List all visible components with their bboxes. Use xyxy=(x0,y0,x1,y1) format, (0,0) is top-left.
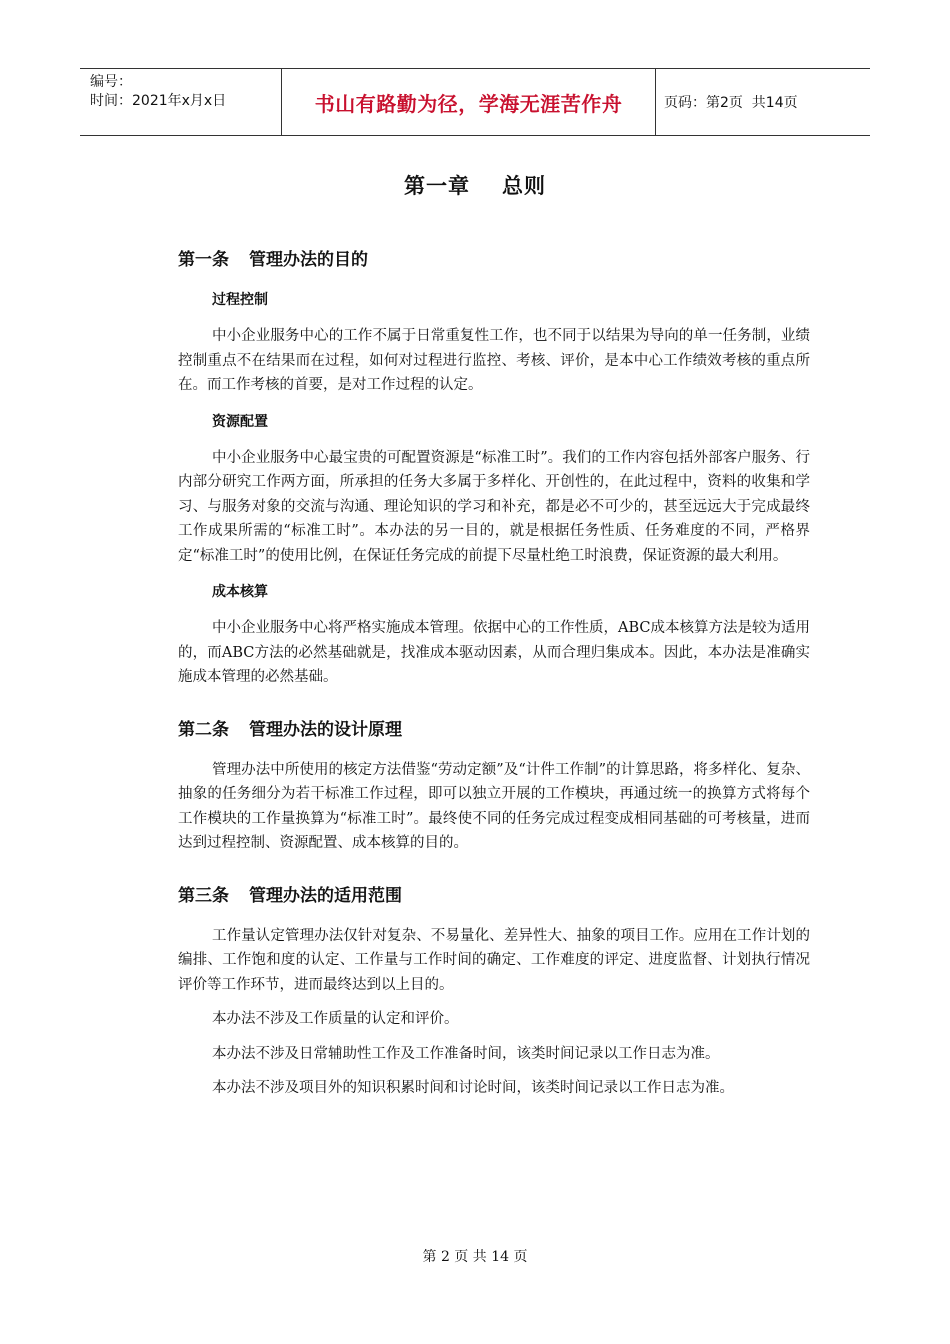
article-1-heading xyxy=(178,246,810,274)
subsection-cost-accounting: 成本核算 xyxy=(212,584,268,600)
article-2-heading xyxy=(178,716,810,744)
article-2 xyxy=(178,716,810,856)
paragraph-scope-4: 本办法不涉及项目外的知识积累时间和讨论时间，该类时间记录以工作日志为准。 xyxy=(212,1080,734,1096)
subsection-process-control: 过程控制 xyxy=(212,292,268,308)
article-1-title: 管理办法的目的 xyxy=(249,250,368,270)
document-header xyxy=(80,68,870,136)
document-number-label: 编号： xyxy=(90,74,132,90)
document-body xyxy=(178,246,810,1101)
paragraph-cost-accounting: 中小企业服务中心将严格实施成本管理。依据中心的工作性质，ABC成本核算方法是较为适用的，而ABC方法的必然基础就是，找准成本驱动因素，从而合理归集成本。因此，本办法是准确实施成本管理的必然基础。 xyxy=(178,620,810,685)
chapter-title xyxy=(0,170,950,200)
chapter-name: 总则 xyxy=(502,174,546,198)
page-info-text: 页码：第2页 共14页 xyxy=(664,95,798,111)
document-date: 时间：2021年x月x日 xyxy=(90,93,227,109)
paragraph-scope-1: 工作量认定管理办法仅针对复杂、不易量化、差异性大、抽象的项目工作。应用在工作计划的编排、工作饱和度的认定、工作量与工作时间的确定、工作难度的评定、进度监督、计划执行情况评价等工作环节，进而最终达到以上目的。 xyxy=(178,927,810,993)
page-footer: 第 2 页 共 14 页 xyxy=(422,1249,528,1265)
chapter-number: 第一章 xyxy=(404,174,470,198)
article-2-number: 第二条 xyxy=(178,719,229,740)
article-3 xyxy=(178,882,810,1101)
article-1 xyxy=(178,246,810,690)
article-2-title: 管理办法的设计原理 xyxy=(249,719,402,740)
paragraph-resource-allocation: 中小企业服务中心最宝贵的可配置资源是“标准工时”。我们的工作内容包括外部客户服务、行内部分研究工作两方面，所承担的任务大多属于多样化、开创性的，在此过程中，资料的收集和学习、与服务对象的交流与沟通、理论知识的学习和补充，都是必不可少的，甚至远远大于完成最终工作成果所需的“标准工时”。本办法的另一目的，就是根据任务性质、任务难度的不同，严格界定“标准工时”的使用比例，在保证任务完成的前提下尽量杜绝工时浪费，保证资源的最大利用。 xyxy=(178,449,810,564)
paragraph-scope-2: 本办法不涉及工作质量的认定和评价。 xyxy=(212,1011,459,1027)
article-1-number: 第一条 xyxy=(178,250,229,270)
paragraph-scope-3: 本办法不涉及日常辅助性工作及工作准备时间，该类时间记录以工作日志为准。 xyxy=(212,1045,720,1062)
header-motto: 书山有路勤为径，学海无涯苦作舟 xyxy=(282,69,656,135)
paragraph-design-principle: 管理办法中所使用的核定方法借鉴“劳动定额”及“计件工作制”的计算思路，将多样化、复杂、抽象的任务细分为若干标准工作过程，即可以独立开展的工作模块，再通过统一的换算方式将每个工作模块的工作量换算为“标准工时”。最终使不同的任务完成过程变成相同基础的可考核量，进而达到过程控制、资源配置、成本核算的目的。 xyxy=(178,761,810,851)
article-3-number: 第三条 xyxy=(178,885,229,906)
paragraph-process-control: 中小企业服务中心的工作不属于日常重复性工作，也不同于以结果为导向的单一任务制，业绩控制重点不在结果而在过程，如何对过程进行监控、考核、评价，是本中心工作绩效考核的重点所在。而工作考核的首要，是对工作过程的认定。 xyxy=(178,328,810,393)
header-page-info xyxy=(656,69,870,135)
header-meta xyxy=(80,69,282,135)
article-3-title: 管理办法的适用范围 xyxy=(249,885,402,906)
subsection-resource-allocation: 资源配置 xyxy=(212,413,268,430)
article-3-heading xyxy=(178,882,810,910)
